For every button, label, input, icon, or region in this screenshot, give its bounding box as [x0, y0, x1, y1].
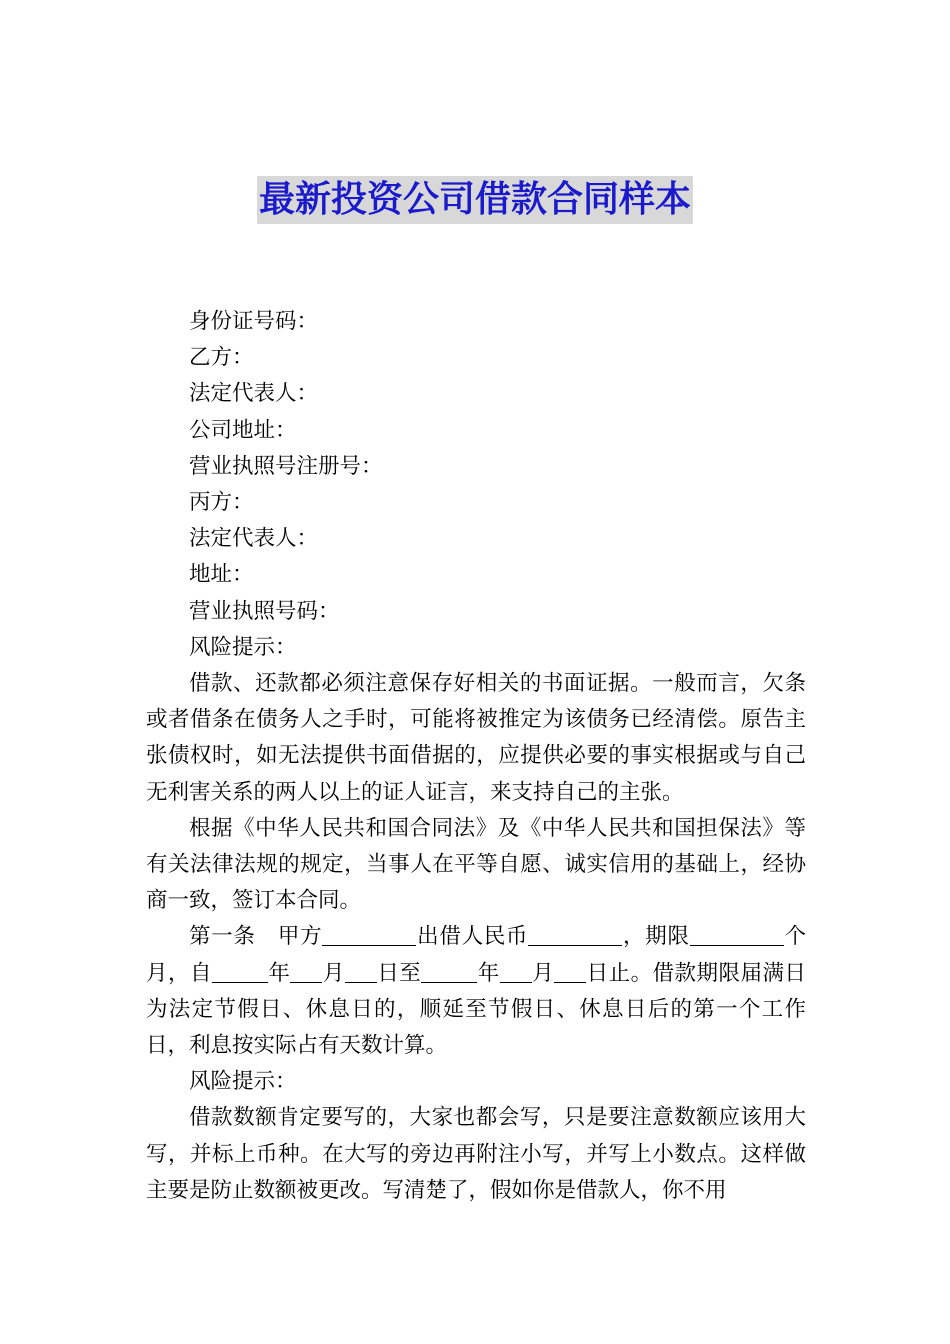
field-company-address: 公司地址：	[189, 417, 297, 443]
field-legal-rep-b: 法定代表人：	[189, 381, 319, 407]
field-business-license-reg: 营业执照号注册号：	[189, 453, 383, 479]
end-month-blank[interactable]	[500, 960, 532, 983]
risk-warning-label-2: 风险提示：	[189, 1069, 297, 1095]
title-wrap	[0, 176, 950, 224]
field-business-license-number: 营业执照号码：	[189, 598, 340, 624]
lender-blank[interactable]	[322, 924, 416, 947]
article-1-text-i: 月	[531, 960, 555, 986]
start-year-blank[interactable]	[212, 960, 268, 983]
field-party-b: 乙方：	[189, 345, 254, 371]
article-1-text-h: 年	[477, 960, 500, 986]
paragraph-amount-note: 借款数额肯定要写的，大家也都会写，只是要注意数额应该用大写，并标上币种。在大写的旁边再附注小写，并写上小数点。这样做主要是防止数额被更改。写清楚了，假如你是借款人，你不用	[146, 1105, 806, 1203]
paragraph-evidence: 借款、还款都必须注意保存好相关的书面证据。一般而言，欠条或者借条在债务人之手时，可能将被推定为该债务已经清偿。原告主张债权时，如无法提供书面借据的，应提供必要的事实根据或与自己无利害关系的两人以上的证人证言，来支持自己的主张。	[146, 671, 806, 805]
field-address: 地址：	[189, 562, 254, 588]
article-1-text-a: 第一条 甲方	[189, 924, 323, 950]
article-1-text-j: 日止。借款期限届满日为法定节假日、休息日的，顺延至节假日、休息日后的第一个工作日，利息按实际占有天数计算。	[146, 960, 806, 1059]
article-1-text-b: 出借人民币	[416, 924, 529, 950]
article-1-text-e: 年	[267, 960, 291, 986]
start-month-blank[interactable]	[290, 960, 322, 983]
article-1-text-d: 个月，自	[146, 924, 806, 986]
article-1-text-f: 月	[322, 960, 345, 986]
end-year-blank[interactable]	[421, 960, 477, 983]
document-title: 最新投资公司借款合同样本	[257, 176, 693, 224]
article-1	[146, 919, 806, 1064]
term-blank[interactable]	[690, 924, 784, 947]
end-day-blank[interactable]	[554, 960, 586, 983]
paragraph-legal-basis: 根据《中华人民共和国合同法》及《中华人民共和国担保法》等有关法律法规的规定，当事人在平等自愿、诚实信用的基础上，经协商一致，签订本合同。	[146, 815, 806, 914]
amount-blank[interactable]	[528, 924, 622, 947]
risk-warning-label-1: 风险提示：	[189, 634, 297, 660]
article-1-text-c: ，期限	[622, 924, 690, 950]
article-1-text-g: 日至	[376, 960, 422, 986]
field-party-c: 丙方：	[189, 490, 254, 516]
start-day-blank[interactable]	[345, 960, 377, 983]
field-id-number: 身份证号码：	[189, 309, 319, 334]
field-legal-rep-c: 法定代表人：	[189, 526, 319, 552]
document-body	[146, 304, 806, 1209]
